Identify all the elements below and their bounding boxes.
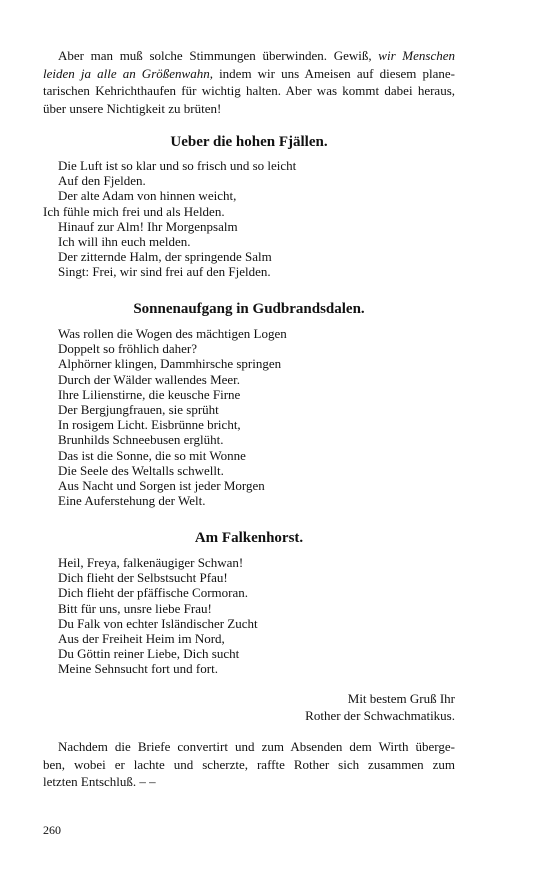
poem-body — [43, 158, 458, 280]
poem-body — [58, 326, 458, 508]
verse-line: Der alte Adam von hinnen weicht, — [58, 188, 237, 204]
verse-line: Singt: Frei, wir sind frei auf den Fjelden. — [58, 264, 271, 280]
verse-line: Hinauf zur Alm! Ihr Morgenpsalm — [58, 218, 238, 234]
verse-line: Durch der Wälder wallendes Meer. — [58, 371, 241, 387]
poem-title: Ueber die hohen Fjällen. — [170, 134, 328, 150]
text-line: letzten Entschluß. – – — [43, 774, 156, 789]
verse-line: Bitt für uns, unsre liebe Frau! — [58, 600, 212, 616]
verse-line: Die Seele des Weltalls schwellt. — [58, 462, 224, 478]
poem-body — [58, 555, 458, 677]
verse-line: Brunhilds Schneebusen erglüht. — [58, 432, 224, 448]
verse-line: Ihre Lilienstirne, die keusche Firne — [58, 386, 241, 402]
text-line: tarischen Kehrichthaufen für wichtig halten. Aber was kommt dabei heraus, — [43, 83, 455, 98]
verse-line: Aus Nacht und Sorgen ist jeder Morgen — [58, 478, 265, 494]
poem-title: Am Falkenhorst. — [194, 530, 304, 546]
verse-line: Meine Sehnsucht fort und fort. — [58, 661, 218, 677]
text-line: leiden ja alle an Größenwahn, indem wir uns Ameisen auf diesem plane- — [43, 65, 455, 81]
letter-signature — [155, 690, 455, 724]
text-line: Aber man muß solche Stimmungen überwinden. Gewiß, wir Menschen — [58, 48, 455, 63]
verse-line: Du Göttin reiner Liebe, Dich sucht — [58, 646, 240, 662]
verse-line: Eine Auferstehung der Welt. — [58, 493, 206, 509]
verse-line: Das ist die Sonne, die so mit Wonne — [58, 447, 246, 463]
closing-paragraph — [43, 738, 455, 791]
verse-line: Aus der Freiheit Heim im Nord, — [58, 631, 225, 647]
verse-line: Du Falk von echter Isländischer Zucht — [58, 615, 258, 631]
verse-line: Ich will ihn euch melden. — [58, 234, 191, 250]
verse-line: Auf den Fjelden. — [58, 173, 146, 189]
poem-title: Sonnenaufgang in Gudbrandsdalen. — [133, 301, 365, 317]
signature-greeting: Mit bestem Gruß Ihr — [347, 691, 455, 706]
emphasis: leiden ja alle an Größenwahn, — [43, 65, 213, 81]
page-number: 260 — [43, 823, 61, 837]
verse-line: Die Luft ist so klar und so frisch und so leicht — [58, 158, 297, 173]
intro-paragraph — [43, 47, 455, 117]
verse-line: In rosigem Licht. Eisbrünne bricht, — [58, 417, 241, 433]
verse-line: Dich flieht der pfäffische Cormoran. — [58, 585, 248, 601]
verse-line: Heil, Freya, falkenäugiger Schwan! — [58, 555, 244, 570]
verse-line: Der zitternde Halm, der springende Salm — [58, 249, 272, 265]
book-page — [43, 0, 455, 880]
emphasis: wir Menschen — [378, 48, 455, 63]
text-line: über unsere Nichtigkeit zu brüten! — [43, 100, 222, 116]
verse-line: Doppelt so fröhlich daher? — [58, 341, 197, 357]
text-line: ben, wobei er lachte und scherzte, raffte Rother sich zusammen zum — [43, 756, 455, 772]
verse-line: Was rollen die Wogen des mächtigen Logen — [58, 326, 287, 341]
signature-name: Rother der Schwachmatikus. — [305, 708, 455, 723]
verse-line: Dich flieht der Selbstsucht Pfau! — [58, 570, 228, 586]
text-line: Nachdem die Briefe convertirt und zum Absenden dem Wirth überge- — [58, 739, 455, 754]
verse-line: Ich fühle mich frei und als Helden. — [43, 203, 225, 219]
verse-line: Alphörner klingen, Dammhirsche springen — [58, 356, 282, 372]
verse-line: Der Bergjungfrauen, sie sprüht — [58, 402, 219, 418]
